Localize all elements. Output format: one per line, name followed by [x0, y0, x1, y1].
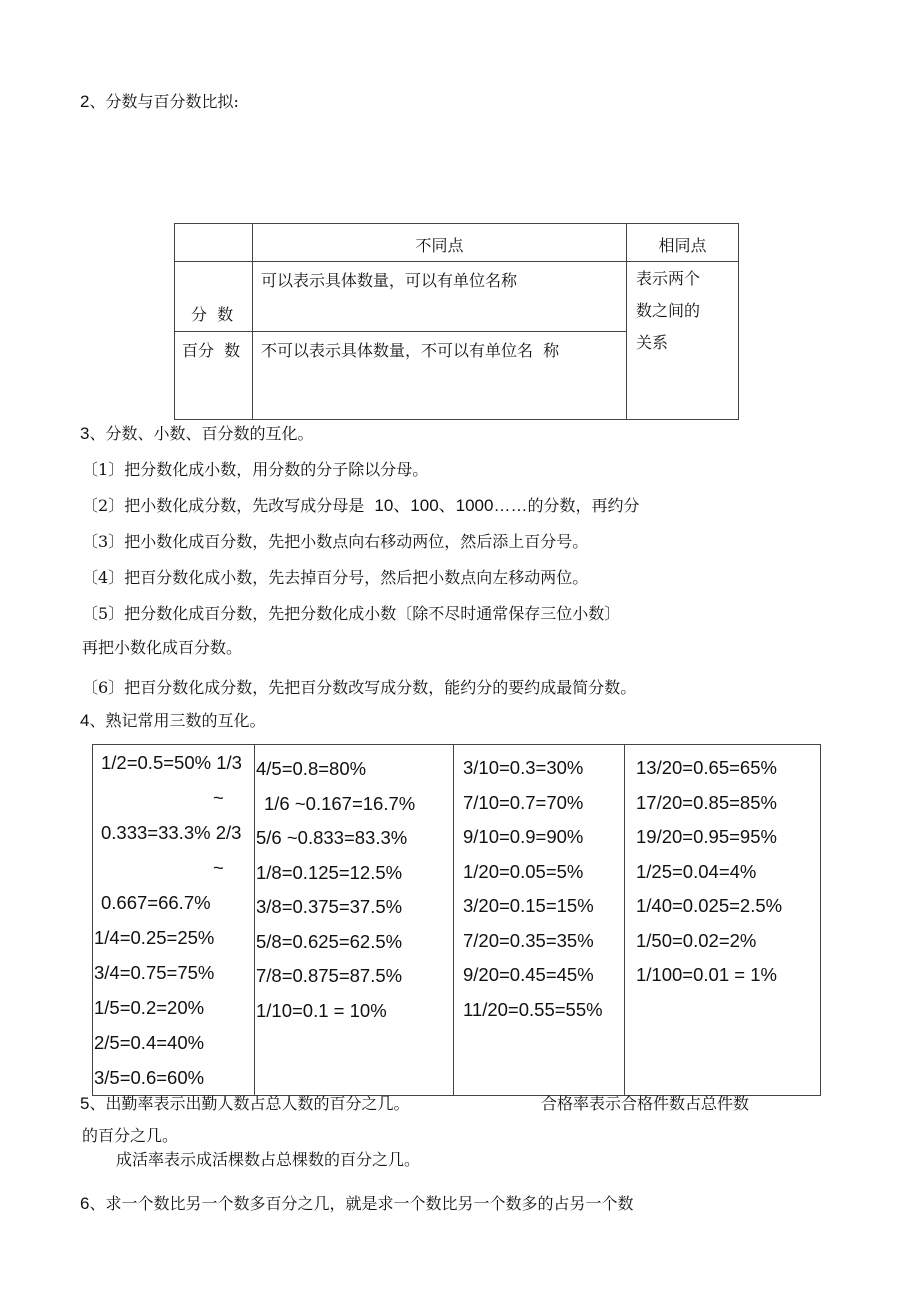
- section-title: 、分数、小数、百分数的互化。: [89, 424, 314, 443]
- row-percent-diff: 不可以表示具体数量，不可以有单位名 称: [261, 341, 560, 360]
- section-number: 5: [80, 1094, 90, 1113]
- rule-text: 把百分数化成分数，先把百分数改写成分数，能约分的要约成最简分数。: [124, 678, 637, 697]
- section-number: 4: [80, 711, 90, 730]
- section-4-heading: [80, 711, 265, 731]
- conversion-entry: 3/4=0.75=75%: [94, 962, 215, 983]
- attendance-rate-text: 、出勤率表示出勤人数占总人数的百分之几。: [89, 1094, 410, 1113]
- rule-item-3: [82, 532, 588, 552]
- header-diff-cell: [253, 224, 627, 262]
- approx-symbol: ~: [213, 857, 224, 878]
- section-number: 2: [80, 92, 90, 111]
- section-number: 6: [80, 1194, 90, 1213]
- conversion-entry: 1/40=0.025=2.5%: [636, 895, 783, 916]
- section-number: 3: [80, 424, 90, 443]
- header-same-cell: [627, 224, 739, 262]
- conversion-entry: 3/10=0.3=30%: [463, 757, 584, 778]
- rule-text: 把小数化成百分数，先把小数点向右移动两位，然后添上百分号。: [124, 532, 589, 551]
- rule-number: 〔3〕: [82, 532, 125, 551]
- header-empty-cell: [175, 224, 253, 262]
- conversion-entry: 2/5=0.4=40%: [94, 1032, 205, 1053]
- same-line-2: 数之间的: [636, 301, 701, 320]
- pass-rate-text: 合格率表示合格件数占总件数: [541, 1094, 750, 1113]
- conversion-entry: 1/20=0.05=5%: [463, 860, 584, 882]
- conversion-entry: 5/6 ~0.833=83.3%: [256, 827, 408, 848]
- conversion-entry: 1/100=0.01 = 1%: [636, 964, 777, 985]
- rule-item-5-continued: 再把小数化成百分数。: [82, 638, 243, 657]
- section-5-line-2: 的百分之几。: [82, 1126, 179, 1145]
- conversion-entry: 5/8=0.625=62.5%: [256, 930, 403, 952]
- row-percent-label: 百分 数: [182, 341, 241, 360]
- conversion-entry: 0.667=66.7%: [101, 892, 211, 913]
- conversion-column-1: [93, 745, 255, 1096]
- rule-number: 〔4〕: [82, 568, 125, 587]
- rule-text: 把百分数化成小数，先去掉百分号，然后把小数点向左移动两位。: [124, 568, 589, 587]
- rule-number: 〔1〕: [82, 460, 125, 479]
- conversion-entry: 9/10=0.9=90%: [463, 826, 584, 847]
- conversion-entry: 1/10=0.1 = 10%: [256, 999, 387, 1021]
- section-3-heading: [80, 424, 313, 444]
- conversion-entry: 3/20=0.15=15%: [463, 895, 594, 916]
- rule-item-4: [82, 568, 588, 588]
- row-percent-label-cell: [175, 332, 253, 420]
- rule-text-tail: 的分数，再约分: [527, 496, 640, 515]
- conversion-entry: 4/5=0.8=80%: [256, 758, 367, 779]
- header-diff: 不同点: [415, 236, 464, 255]
- conversion-entry: 1/5=0.2=20%: [94, 997, 205, 1018]
- rule-text: 把小数化成分数，先改写成分母是: [124, 496, 375, 515]
- rule-number: 〔2〕: [82, 496, 125, 515]
- row-fraction-label-cell: [175, 262, 253, 332]
- conversion-column-3: [454, 745, 625, 1096]
- section-2-heading: [80, 92, 239, 112]
- section-title: 、分数与百分数比拟:: [89, 92, 239, 111]
- section-title: 、熟记常用三数的互化。: [89, 711, 266, 730]
- conversion-table: [92, 744, 821, 1096]
- rule-item-6: [82, 678, 636, 698]
- conversion-entry: 0.333=33.3% 2/3: [101, 822, 242, 843]
- rule-text: 把分数化成小数，用分数的分子除以分母。: [124, 460, 429, 479]
- same-line-3: 关系: [636, 333, 669, 352]
- approx-symbol: ~: [213, 787, 224, 808]
- conversion-entry: 1/6 ~0.167=16.7%: [264, 792, 416, 814]
- section-5-line-1: [80, 1094, 409, 1114]
- rule-number: 〔5〕: [82, 604, 125, 623]
- row-fraction-label: 分 数: [191, 305, 234, 324]
- conversion-column-2: [255, 745, 454, 1096]
- row-fraction-diff-cell: [253, 262, 627, 332]
- conversion-entry: 3/5=0.6=60%: [94, 1067, 205, 1088]
- row-percent-diff-cell: [253, 332, 627, 420]
- header-same: 相同点: [658, 236, 707, 255]
- conversion-entry: 7/8=0.875=87.5%: [256, 965, 403, 986]
- conversion-entry: 1/8=0.125=12.5%: [256, 861, 403, 883]
- conversion-entry: 7/20=0.35=35%: [463, 929, 594, 951]
- conversion-entry: 3/8=0.375=37.5%: [256, 896, 403, 917]
- rule-item-1: [82, 460, 428, 480]
- same-line-1: 表示两个: [636, 269, 701, 288]
- rule-numbers: 10、100、1000……: [374, 496, 528, 515]
- conversion-entry: 1/2=0.5=50% 1/3: [101, 752, 242, 773]
- section-6-heading: [80, 1194, 633, 1214]
- conversion-entry: 1/50=0.02=2%: [636, 929, 757, 951]
- rule-item-5: [82, 604, 620, 624]
- conversion-entry: 9/20=0.45=45%: [463, 964, 594, 985]
- conversion-entry: 1/4=0.25=25%: [94, 927, 215, 948]
- conversion-entry: 19/20=0.95=95%: [636, 826, 777, 847]
- rule-text: 把分数化成百分数，先把分数化成小数〔除不尽时通常保存三位小数〕: [124, 604, 621, 623]
- survival-rate-text: 成活率表示成活棵数占总棵数的百分之几。: [116, 1150, 421, 1169]
- rule-number: 〔6〕: [82, 678, 125, 697]
- conversion-entry: 17/20=0.85=85%: [636, 791, 777, 813]
- section-text: 、求一个数比另一个数多百分之几，就是求一个数比另一个数多的占另一个数: [89, 1194, 634, 1213]
- conversion-entry: 11/20=0.55=55%: [463, 998, 603, 1020]
- conversion-entry: 1/25=0.04=4%: [636, 860, 757, 882]
- rule-item-2: [82, 496, 639, 516]
- conversion-column-4: [625, 745, 821, 1096]
- row-fraction-diff: 可以表示具体数量，可以有单位名称: [261, 271, 518, 290]
- conversion-entry: 13/20=0.65=65%: [636, 757, 777, 778]
- same-cell: [627, 262, 739, 420]
- conversion-entry: 7/10=0.7=70%: [463, 791, 584, 813]
- comparison-table: [174, 223, 739, 420]
